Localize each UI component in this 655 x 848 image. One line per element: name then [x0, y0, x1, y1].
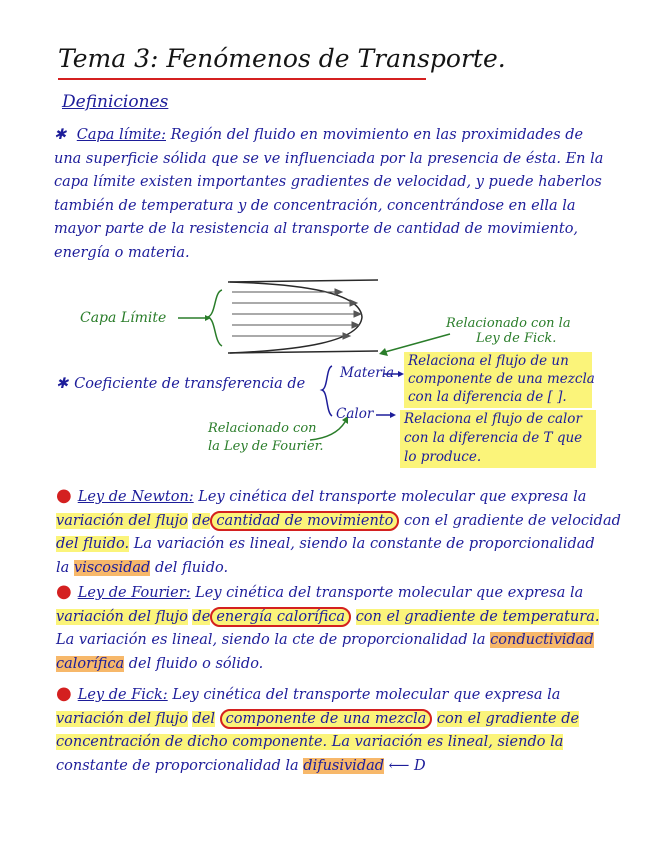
fick-t4b: difusividad: [303, 757, 385, 774]
calor-description: [404, 410, 582, 467]
fick-t2b: del: [192, 710, 215, 727]
materia-desc-line3: con la diferencia de [ ].: [408, 389, 567, 405]
page-title: Tema 3: Fenómenos de Transporte.: [58, 44, 506, 73]
fourier-note: [208, 420, 323, 456]
fourier-section: [56, 580, 626, 676]
calor-desc-line1: Relaciona el flujo de calor: [404, 411, 582, 427]
calor-label: Calor: [336, 406, 374, 422]
fourier-note-line1: Relacionado con: [208, 421, 317, 436]
fick-note-line1: Relacionado con la: [446, 316, 571, 331]
capa-limite-text: Región del fluido en movimiento en las proximidades de una superficie sólida que se ve influenciada por la presencia de ésta. En la capa límite existen importantes gradientes de velocidad, y puede haberlos también de temperatura y de concentración, concentrándose en ella la mayor parte de la resistencia al transporte de cantidad de movimiento, energía o materia.: [54, 127, 604, 261]
fourier-t2c: energía calorífica: [210, 607, 351, 627]
fick-note: [446, 316, 571, 346]
fick-t2d: con el gradiente de: [436, 710, 580, 727]
newton-t3b: La variación es lineal, siendo la constante de proporcionalidad: [133, 536, 595, 552]
red-dot-bullet-icon: ●: [56, 485, 72, 506]
materia-desc-line2: componente de una mezcla: [408, 371, 595, 387]
capa-limite-definition: [54, 124, 610, 265]
calor-desc-line3: lo produce.: [404, 449, 482, 465]
fourier-t2d: con el gradiente de temperatura.: [355, 608, 600, 625]
fourier-t4a: calorífica: [56, 655, 125, 672]
section-subtitle: Definiciones: [62, 92, 169, 112]
fourier-line1: [56, 580, 626, 606]
newton-t2c: cantidad de movimiento: [210, 511, 399, 531]
fourier-t2a: variación del flujo: [56, 608, 188, 625]
fourier-t1: Ley cinética del transporte molecular que expresa la: [195, 585, 584, 601]
coef-line: [56, 376, 305, 392]
asterisk-bullet-icon: ✱: [56, 376, 69, 392]
fick-note-line2: Ley de Fick.: [476, 331, 557, 346]
newton-line3: [56, 533, 626, 557]
left-arrow-icon: ⟵: [388, 757, 410, 774]
fourier-t3a: La variación es lineal, siendo la cte de proporcionalidad la: [56, 632, 486, 648]
fick-t3: concentración de dicho componente. La variación es lineal, siendo la: [56, 734, 564, 750]
newton-line4: [56, 557, 626, 581]
capa-limite-term: Capa límite:: [76, 127, 166, 143]
fick-term: Ley de Fick:: [77, 687, 168, 703]
fourier-line2: [56, 606, 626, 630]
fick-section: [56, 682, 626, 778]
fick-t2c: componente de una mezcla: [220, 709, 433, 729]
fick-t4a: constante de proporcionalidad la: [56, 757, 299, 774]
newton-section: [56, 484, 626, 580]
newton-t2d: con el gradiente de velocidad: [403, 512, 621, 529]
boundary-layer-diagram: [0, 270, 655, 500]
fourier-t3b: conductividad: [490, 632, 594, 648]
newton-line2: [56, 510, 626, 534]
coef-label: Coeficiente de transferencia de: [74, 376, 306, 392]
newton-t4c: del fluido.: [154, 559, 229, 576]
newton-term: Ley de Newton:: [77, 489, 194, 505]
fick-t1: Ley cinética del transporte molecular que expresa la: [172, 687, 561, 703]
newton-t2b: de: [192, 512, 211, 529]
fourier-t2b: de: [192, 608, 211, 625]
fourier-term: Ley de Fourier:: [77, 585, 191, 601]
fick-line3: [56, 731, 626, 755]
fick-line2: [56, 708, 626, 732]
fourier-line3: [56, 629, 626, 653]
materia-desc-line1: Relaciona el flujo de un: [408, 353, 569, 369]
newton-t1: Ley cinética del transporte molecular que expresa la: [198, 489, 587, 505]
fourier-t4b: del fluido o sólido.: [128, 655, 264, 672]
materia-label: Materia: [340, 365, 395, 381]
calor-desc-line2: con la diferencia de T que: [404, 430, 583, 446]
fick-t4c: D: [414, 757, 426, 774]
fick-line1: [56, 682, 626, 708]
newton-t2a: variación del flujo: [56, 512, 188, 529]
newton-t4b: viscosidad: [73, 559, 151, 576]
fourier-note-line2: la Ley de Fourier.: [208, 439, 324, 454]
asterisk-bullet-icon: ✱: [54, 127, 67, 143]
red-dot-bullet-icon: ●: [56, 581, 72, 602]
newton-t4a: la: [56, 559, 70, 576]
fourier-line4: [56, 653, 626, 677]
fick-line4: [56, 755, 626, 779]
red-dot-bullet-icon: ●: [56, 683, 72, 704]
fick-t2a: variación del flujo: [56, 710, 188, 727]
newton-line1: [56, 484, 626, 510]
title-underline: [58, 78, 426, 80]
materia-description: [408, 352, 595, 406]
newton-t3a: del fluido.: [56, 536, 130, 552]
capa-limite-label: Capa Límite: [80, 310, 167, 326]
